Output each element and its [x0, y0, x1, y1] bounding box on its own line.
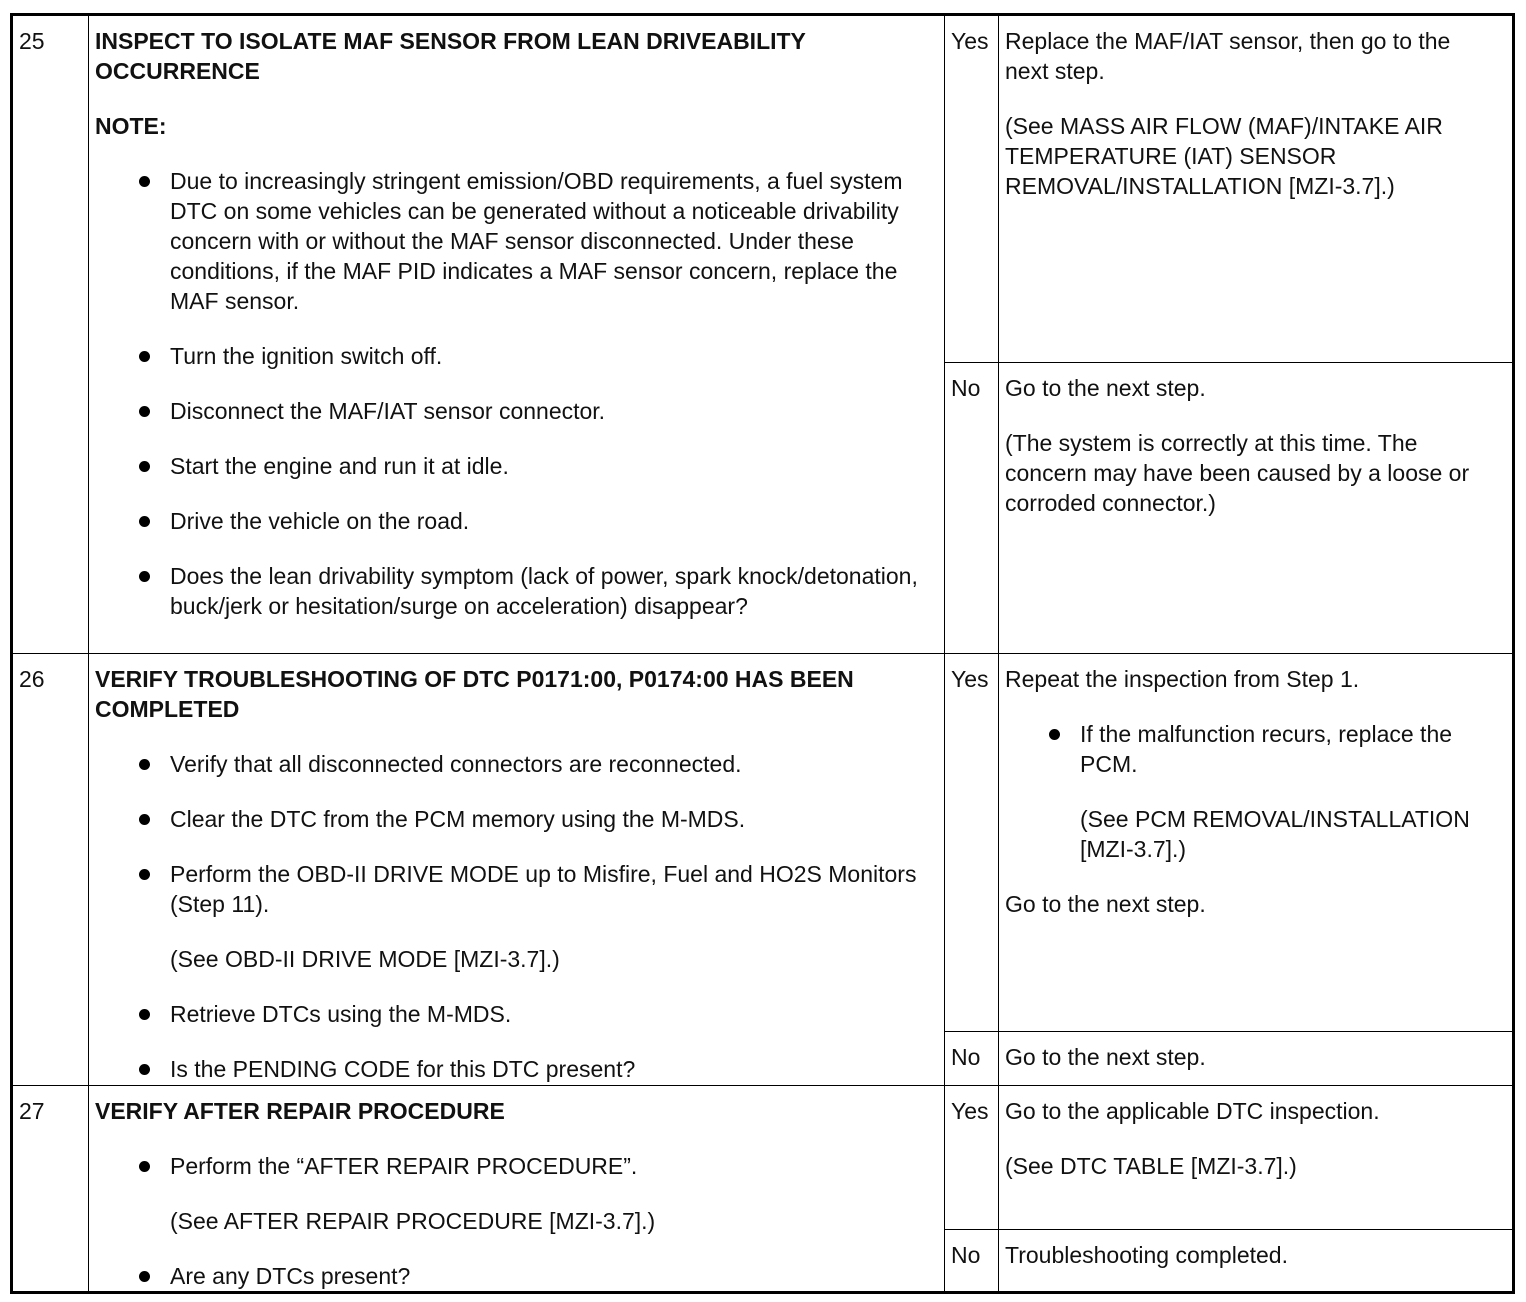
- step-title: INSPECT TO ISOLATE MAF SENSOR FROM LEAN DRIVEABILITY OCCURRENCE: [95, 28, 806, 84]
- action-bullet: [139, 1261, 928, 1291]
- bullet-text: Perform the OBD-II DRIVE MODE up to Misfire, Fuel and HO2S Monitors (Step 11).: [170, 861, 917, 917]
- reference-text: (See AFTER REPAIR PROCEDURE [MZI-3.7].): [170, 1208, 656, 1234]
- step-26-row-yes: [12, 654, 1514, 1032]
- result-text: Go to the next step.: [1005, 375, 1206, 401]
- result-reference: (See PCM REMOVAL/INSTALLATION [MZI-3.7].): [1080, 806, 1470, 862]
- action-bullet: [139, 561, 928, 621]
- troubleshooting-table: [10, 13, 1515, 1294]
- bullet-text: Due to increasingly stringent emission/OBD requirements, a fuel system DTC on some vehicles can be generated without a noticeable drivability concern with or without the MAF sensor disconnected. Under these conditions, if the MAF PID indicates a MAF sensor concern, replace the MAF sensor.: [170, 168, 903, 314]
- yes-result: [999, 15, 1514, 363]
- bullet-dot-icon: [139, 869, 150, 880]
- bullet-dot-icon: [139, 1009, 150, 1020]
- step-number: 25: [12, 15, 89, 654]
- yes-label: Yes: [945, 15, 999, 363]
- bullet-dot-icon: [139, 351, 150, 362]
- action-bullet: [139, 749, 928, 779]
- bullet-text: If the malfunction recurs, replace the PCM.: [1080, 721, 1453, 777]
- no-label: No: [945, 1032, 999, 1086]
- bullet-dot-icon: [1049, 729, 1060, 740]
- bullet-text: Are any DTCs present?: [170, 1263, 411, 1289]
- bullet-text: Turn the ignition switch off.: [170, 343, 443, 369]
- reference-text: (See OBD-II DRIVE MODE [MZI-3.7].): [170, 946, 560, 972]
- bullet-text: Does the lean drivability symptom (lack of power, spark knock/detonation, buck/jerk or hesitation/surge on acceleration) disappear?: [170, 563, 918, 619]
- action-bullet-list: [95, 749, 928, 1084]
- action-bullet: [139, 999, 928, 1029]
- action-bullet: [139, 166, 928, 316]
- no-result: [999, 363, 1514, 654]
- step-action: [89, 654, 945, 1086]
- result-text: Repeat the inspection from Step 1.: [1005, 666, 1360, 692]
- bullet-text: Disconnect the MAF/IAT sensor connector.: [170, 398, 606, 424]
- bullet-text: Verify that all disconnected connectors are reconnected.: [170, 751, 742, 777]
- bullet-text: Perform the “AFTER REPAIR PROCEDURE”.: [170, 1153, 638, 1179]
- action-bullet: [139, 451, 928, 481]
- step-title: VERIFY AFTER REPAIR PROCEDURE: [95, 1098, 505, 1124]
- bullet-dot-icon: [139, 1161, 150, 1172]
- no-result: [999, 1230, 1514, 1293]
- step-action: [89, 15, 945, 654]
- action-bullet-list: [95, 1151, 928, 1291]
- action-reference: [139, 1206, 928, 1236]
- action-bullet-list: [95, 166, 928, 621]
- no-label: No: [945, 1230, 999, 1293]
- action-bullet: [139, 341, 928, 371]
- result-reference: (See DTC TABLE [MZI-3.7].): [1005, 1153, 1297, 1179]
- bullet-dot-icon: [139, 516, 150, 527]
- result-bullet-list: [1005, 719, 1496, 779]
- bullet-text: Is the PENDING CODE for this DTC present?: [170, 1056, 636, 1082]
- step-number: 27: [12, 1086, 89, 1293]
- yes-result: [999, 1086, 1514, 1230]
- result-bullet: [1049, 719, 1496, 779]
- yes-label: Yes: [945, 654, 999, 1032]
- result-text-after: Go to the next step.: [1005, 891, 1206, 917]
- result-reference: (See MASS AIR FLOW (MAF)/INTAKE AIR TEMPERATURE (IAT) SENSOR REMOVAL/INSTALLATION [MZI-3.7].): [1005, 113, 1443, 199]
- bullet-dot-icon: [139, 461, 150, 472]
- action-reference: [139, 944, 928, 974]
- no-label: No: [945, 363, 999, 654]
- bullet-dot-icon: [139, 571, 150, 582]
- bullet-dot-icon: [139, 759, 150, 770]
- bullet-dot-icon: [139, 176, 150, 187]
- bullet-dot-icon: [139, 406, 150, 417]
- bullet-text: Clear the DTC from the PCM memory using the M-MDS.: [170, 806, 746, 832]
- bullet-text: Drive the vehicle on the road.: [170, 508, 470, 534]
- yes-label: Yes: [945, 1086, 999, 1230]
- action-bullet: [139, 1054, 928, 1084]
- result-text: Go to the applicable DTC inspection.: [1005, 1098, 1380, 1124]
- result-text: Troubleshooting completed.: [1005, 1242, 1288, 1268]
- action-bullet: [139, 804, 928, 834]
- no-result: [999, 1032, 1514, 1086]
- action-bullet: [139, 506, 928, 536]
- bullet-text: Start the engine and run it at idle.: [170, 453, 509, 479]
- action-bullet: [139, 859, 928, 919]
- action-bullet: [139, 396, 928, 426]
- step-title: VERIFY TROUBLESHOOTING OF DTC P0171:00, P0174:00 HAS BEEN COMPLETED: [95, 666, 854, 722]
- bullet-dot-icon: [139, 814, 150, 825]
- step-number: 26: [12, 654, 89, 1086]
- bullet-dot-icon: [139, 1064, 150, 1075]
- result-reference: (The system is correctly at this time. The concern may have been caused by a loose or corroded connector.): [1005, 430, 1470, 516]
- yes-result: [999, 654, 1514, 1032]
- bullet-text: Retrieve DTCs using the M-MDS.: [170, 1001, 512, 1027]
- bullet-dot-icon: [139, 1271, 150, 1282]
- result-text: Replace the MAF/IAT sensor, then go to the next step.: [1005, 28, 1451, 84]
- action-bullet: [139, 1151, 928, 1181]
- step-action: [89, 1086, 945, 1293]
- step-25-row-yes: [12, 15, 1514, 363]
- step-27-row-yes: [12, 1086, 1514, 1230]
- note-label: NOTE:: [95, 113, 167, 139]
- result-text: Go to the next step.: [1005, 1044, 1206, 1070]
